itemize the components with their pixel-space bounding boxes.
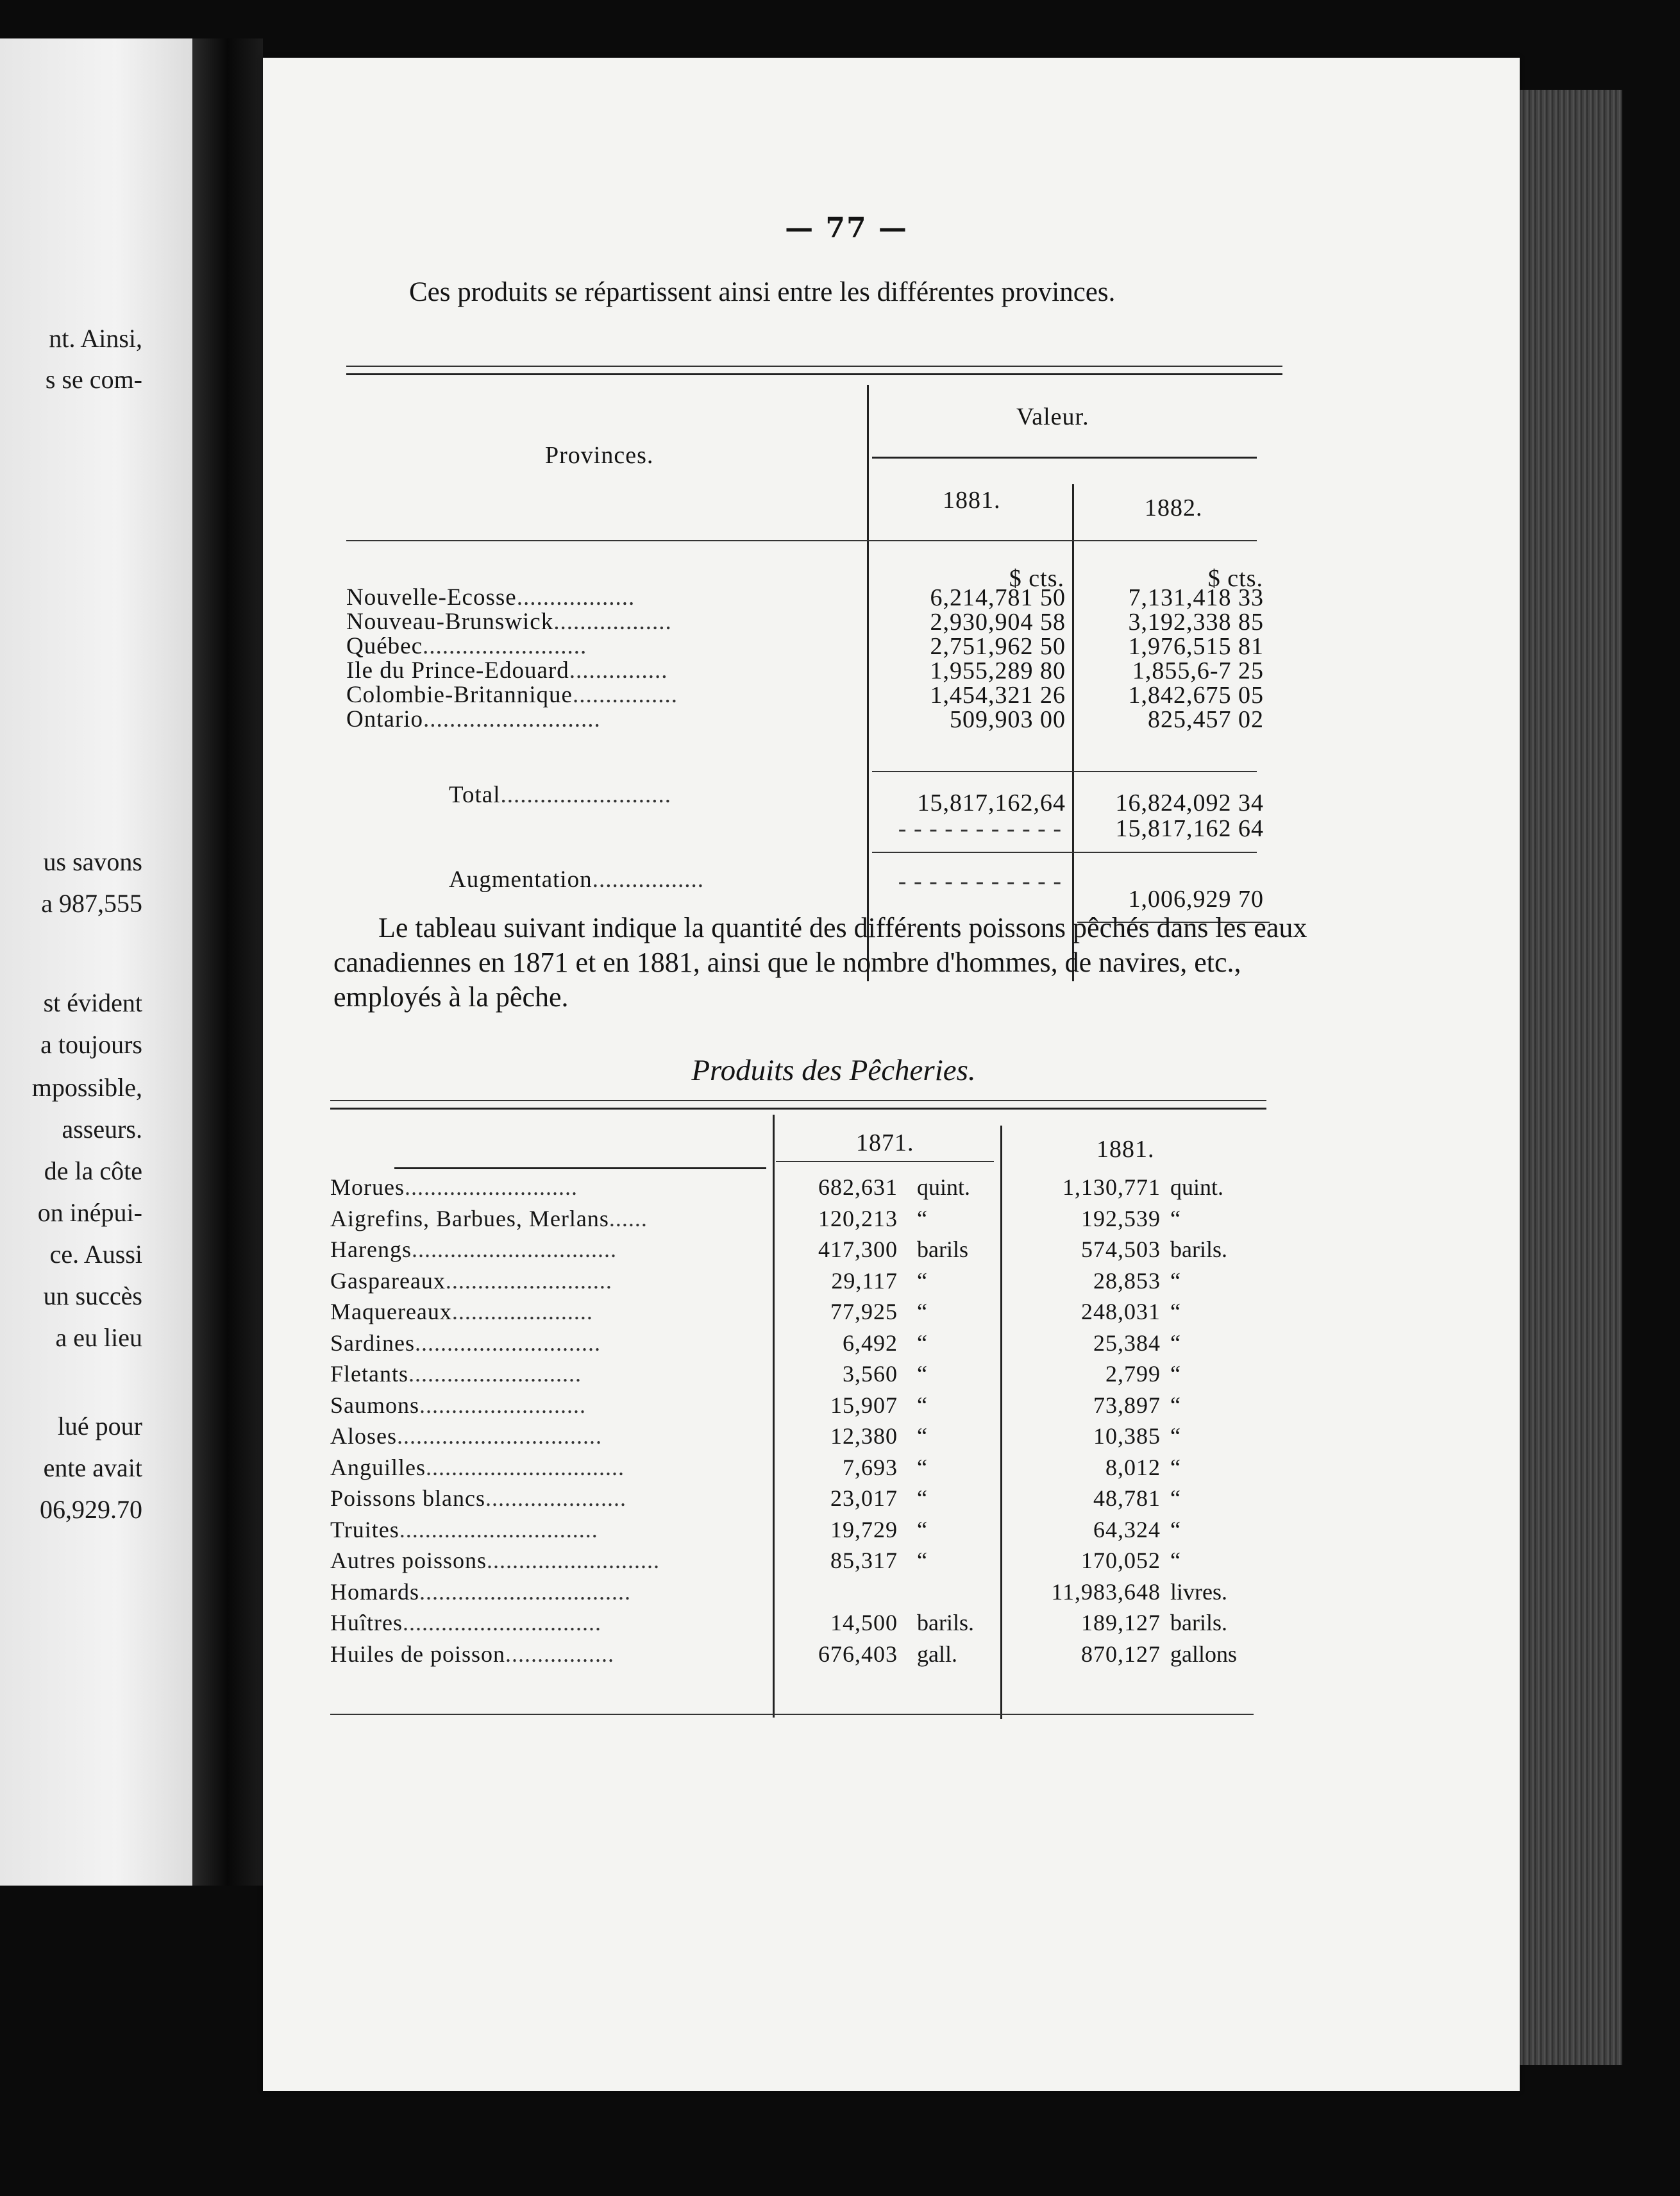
leader-dots: .................	[505, 1641, 614, 1667]
leader-dots: ...............................	[399, 1517, 598, 1542]
unit-1881: “	[1170, 1455, 1180, 1480]
fisheries-subtitle: Produits des Pêcheries.	[691, 1054, 976, 1087]
leader-dots: ...............................	[402, 1610, 601, 1635]
quantity-1881: 8,012	[1105, 1455, 1161, 1480]
province-name: Ontario	[346, 706, 424, 732]
unit-1871: “	[917, 1206, 927, 1231]
left-page-fragment: us savons	[43, 847, 142, 876]
province-name: Québec	[346, 633, 423, 659]
quantity-1871: 77,925	[830, 1299, 898, 1324]
quantity-1871: 29,117	[831, 1268, 898, 1294]
unit-1881: “	[1170, 1548, 1180, 1573]
unit-1881: barils.	[1170, 1237, 1227, 1262]
leader-dots: ......................	[451, 1299, 593, 1324]
unit-1882: $ cts.	[1207, 565, 1263, 592]
quantity-1881: 73,897	[1093, 1392, 1161, 1418]
unit-1871: “	[917, 1485, 927, 1511]
province-name: Colombie-Britannique	[346, 682, 573, 708]
unit-1871: “	[917, 1548, 927, 1573]
quantity-1871: 85,317	[830, 1548, 898, 1573]
quantity-1871: 120,213	[818, 1206, 898, 1231]
left-page-fragment: ce. Aussi	[49, 1240, 142, 1269]
unit-1871: “	[917, 1455, 927, 1480]
leader-dots: ......	[609, 1206, 648, 1231]
leader-dots: ................................	[397, 1423, 602, 1449]
quantity-1871: 23,017	[830, 1485, 898, 1511]
quantity-1881: 1,130,771	[1063, 1174, 1161, 1200]
value-1882: 1,976,515 81	[1128, 633, 1264, 660]
unit-1881: “	[1170, 1485, 1180, 1511]
quantity-1881: 48,781	[1093, 1485, 1161, 1511]
left-page-fragment: 06,929.70	[40, 1495, 142, 1524]
subtract-1882: 15,817,162 64	[1115, 815, 1264, 842]
value-1881: 509,903 00	[950, 706, 1066, 733]
value-1882: 1,855,6-7 25	[1132, 657, 1264, 684]
increase-dashes: - - - - - - - - - - -	[898, 868, 1062, 895]
quantity-1881: 11,983,648	[1051, 1579, 1161, 1605]
fish-name: Gaspareaux	[330, 1268, 446, 1294]
fish-name: Aigrefins, Barbues, Merlans	[330, 1206, 609, 1231]
quantity-1871: 19,729	[830, 1517, 898, 1542]
year-1881-header: 1881.	[1096, 1136, 1155, 1163]
unit-1881: quint.	[1170, 1174, 1224, 1200]
total-1881: 15,817,162,64	[917, 790, 1066, 816]
quantity-1871: 417,300	[818, 1237, 898, 1262]
quantity-1871: 682,631	[818, 1174, 898, 1200]
left-page-fragment: lué pour	[57, 1412, 142, 1440]
fish-name: Truites	[330, 1517, 399, 1542]
year-1871-header: 1871.	[856, 1129, 914, 1156]
left-page-fragment: de la côte	[44, 1156, 142, 1185]
unit-1881: “	[1170, 1423, 1180, 1449]
quantity-1881: 28,853	[1093, 1268, 1161, 1294]
leader-dots: ......................	[485, 1485, 627, 1511]
fish-name: Anguilles	[330, 1455, 426, 1480]
unit-1871: quint.	[917, 1174, 971, 1200]
quantity-1871: 676,403	[818, 1641, 898, 1667]
left-page-fragment: s se com-	[45, 365, 142, 394]
left-page-fragment: ente avait	[43, 1453, 142, 1482]
left-page-fragment: un succès	[43, 1281, 142, 1310]
unit-1871: gall.	[917, 1641, 957, 1667]
quantity-1881: 10,385	[1093, 1423, 1161, 1449]
value-1882: 1,842,675 05	[1128, 682, 1264, 709]
unit-1881: “	[1170, 1361, 1180, 1387]
left-page-fragment: on inépui-	[37, 1198, 142, 1227]
leader-dots: ...........................	[405, 1174, 578, 1200]
province-name: Nouvelle-Ecosse	[346, 584, 517, 611]
fish-name: Huiles de poisson	[330, 1641, 505, 1667]
leader-dots: ..........................	[445, 1268, 612, 1294]
fish-name: Maquereaux	[330, 1299, 452, 1324]
subtract-dashes: - - - - - - - - - - -	[898, 815, 1062, 842]
value-header: Valeur.	[1016, 403, 1089, 430]
leader-dots: ..........................	[419, 1392, 587, 1418]
quantity-1871: 6,492	[843, 1330, 898, 1356]
quantity-1871: 7,693	[843, 1455, 898, 1480]
year-1881-header: 1881.	[943, 487, 1001, 514]
unit-1871: “	[917, 1361, 927, 1387]
fish-name: Sardines	[330, 1330, 415, 1356]
increase-label: Augmentation	[449, 866, 592, 893]
leader-dots: .............................	[414, 1330, 601, 1356]
value-1882: 825,457 02	[1148, 706, 1264, 733]
page-edge-stack	[1520, 90, 1622, 2065]
quantity-1881: 248,031	[1081, 1299, 1161, 1324]
fish-name: Poissons blancs	[330, 1485, 486, 1511]
quantity-1871: 12,380	[830, 1423, 898, 1449]
unit-1881: gallons	[1170, 1641, 1237, 1667]
leader-dots: ...........................	[487, 1548, 660, 1573]
quantity-1881: 189,127	[1081, 1610, 1161, 1635]
left-page-fragment: a eu lieu	[55, 1323, 142, 1352]
quantity-1871: 3,560	[843, 1361, 898, 1387]
increase-1882: 1,006,929 70	[1128, 886, 1264, 913]
province-name: Nouveau-Brunswick	[346, 609, 554, 635]
left-page-fragment: mpossible,	[31, 1073, 142, 1102]
value-1881: 6,214,781 50	[930, 584, 1066, 611]
quantity-1881: 170,052	[1081, 1548, 1161, 1573]
fish-name: Fletants	[330, 1361, 408, 1387]
unit-1871: barils	[917, 1237, 968, 1262]
unit-1871: barils.	[917, 1610, 974, 1635]
unit-1881: “	[1170, 1517, 1180, 1542]
total-label: Total	[449, 782, 501, 808]
unit-1871: “	[917, 1423, 927, 1449]
quantity-1881: 574,503	[1081, 1237, 1161, 1262]
fish-name: Harengs	[330, 1237, 412, 1262]
page-number: — 77 —	[785, 212, 908, 244]
leader-dots: ...............................	[426, 1455, 625, 1480]
fish-name: Saumons	[330, 1392, 420, 1418]
unit-1881: livres.	[1170, 1579, 1227, 1605]
provinces-header: Provinces.	[545, 442, 654, 469]
quantity-1881: 870,127	[1081, 1641, 1161, 1667]
left-page-fragment: st évident	[43, 988, 142, 1017]
unit-1871: “	[917, 1392, 927, 1418]
quantity-1881: 192,539	[1081, 1206, 1161, 1231]
value-1881: 1,454,321 26	[930, 682, 1066, 709]
total-1882: 16,824,092 34	[1115, 790, 1264, 816]
left-page-fragment: nt. Ainsi,	[49, 324, 142, 353]
book-gutter	[192, 38, 263, 1886]
value-1882: 3,192,338 85	[1128, 609, 1264, 636]
quantity-1881: 2,799	[1105, 1361, 1161, 1387]
unit-1881: “	[1170, 1330, 1180, 1356]
unit-1871: “	[917, 1330, 927, 1356]
unit-1881: “	[1170, 1268, 1180, 1294]
leader-dots: ...........................	[408, 1361, 582, 1387]
unit-1871: “	[917, 1517, 927, 1542]
year-1882-header: 1882.	[1145, 494, 1203, 521]
book-page: — 77 — Ces produits se répartissent ainsi entre les différentes provinces. Provinces. Valeur. 1881. 1882. $ cts. $ cts. Nouvelle-Ecosse.................. 6,214,781 50 7,131,418 33 Nouveau-Brunswick.................. 2,930,904 58 3,192,338 85 Québec......................... 2,751,962 50 1,976,515 81 Ile du Prince-Edouard............... 1,955,289 80 1,855,6-7 25 Colombie-Britannique................ 1,454,321 26 1,842,675 05 Ontario........................... 509,903 00 825,457 02 Total.......................... 15,817,162,64 16,824,092 34 - - - - - - - - - - - 15,817,162 64 Augmentation................. - - - - - - - - - - - 1,006,929 70 Le tableau suivant indique la quantité des différents poissons pêchés dans les eaux canadiennes en 1871 et en 1881, ainsi que le nombre d'hommes, de navires, etc., employés à la pêche. Produits des Pêcheries. 1871. 1881. Morues........................... 682,631 quint. 1,130,771 quint. Aigrefins, Barbues, Merlans...... 120,213 “ 192,539 “ Harengs................................ 417,300 barils 574,503 barils. Gaspareaux.......................... 29,117 “ 28,853 “ Maquereaux...................... 77,925 “ 248,031 “ Sardines............................. 6,492 “ 25,384 “ Fletants........................... 3,560 “ 2,799 “ Saumons.......................... 15,907 “ 73,897 “ Aloses................................ 12,380 “ 10,385 “ Anguilles............................... 7,693 “ 8,012 “ Poissons blancs...................... 23,017 “ 48,781 “ Truites............................... 19,729 “ 64,324 “ Autres poissons........................... 85,317 “ 170,052 “ Homards................................. 11,983,648 livres. Huîtres............................... 14,500 barils. 189,127 barils. Huiles de poisson................. 676,403 gall. 870,127 gallons	[263, 58, 1520, 2091]
leader-dots: ................................	[411, 1237, 617, 1262]
fish-name: Morues	[330, 1174, 405, 1200]
province-name: Ile du Prince-Edouard	[346, 657, 569, 684]
leader-dots: .................................	[419, 1579, 631, 1605]
unit-1881: “	[1170, 1206, 1180, 1231]
intro-paragraph: Ces produits se répartissent ainsi entre les différentes provinces.	[409, 277, 1116, 307]
fish-name: Aloses	[330, 1423, 397, 1449]
left-page-fragment: a toujours	[40, 1030, 142, 1059]
value-1881: 2,930,904 58	[930, 609, 1066, 636]
left-page-fragment: asseurs.	[62, 1115, 142, 1144]
unit-1871: “	[917, 1268, 927, 1294]
unit-1881: “	[1170, 1299, 1180, 1324]
left-page	[0, 38, 192, 1886]
quantity-1871: 14,500	[830, 1610, 898, 1635]
value-1881: 2,751,962 50	[930, 633, 1066, 660]
unit-1881: barils.	[1170, 1610, 1227, 1635]
value-1882: 7,131,418 33	[1128, 584, 1264, 611]
left-page-fragment: a 987,555	[41, 889, 142, 918]
unit-1881: $ cts.	[1009, 565, 1064, 592]
quantity-1881: 64,324	[1093, 1517, 1161, 1542]
unit-1881: “	[1170, 1392, 1180, 1418]
value-1881: 1,955,289 80	[930, 657, 1066, 684]
second-paragraph: Le tableau suivant indique la quantité des différents poissons pêchés dans les eaux canadiennes en 1871 et en 1881, ainsi que le nombre d'hommes, de navires, etc., employés à la pêche.	[333, 912, 1307, 1013]
quantity-1881: 25,384	[1093, 1330, 1161, 1356]
quantity-1871: 15,907	[830, 1392, 898, 1418]
fish-name: Huîtres	[330, 1610, 403, 1635]
fish-name: Autres poissons	[330, 1548, 487, 1573]
fish-name: Homards	[330, 1579, 419, 1605]
unit-1871: “	[917, 1299, 927, 1324]
